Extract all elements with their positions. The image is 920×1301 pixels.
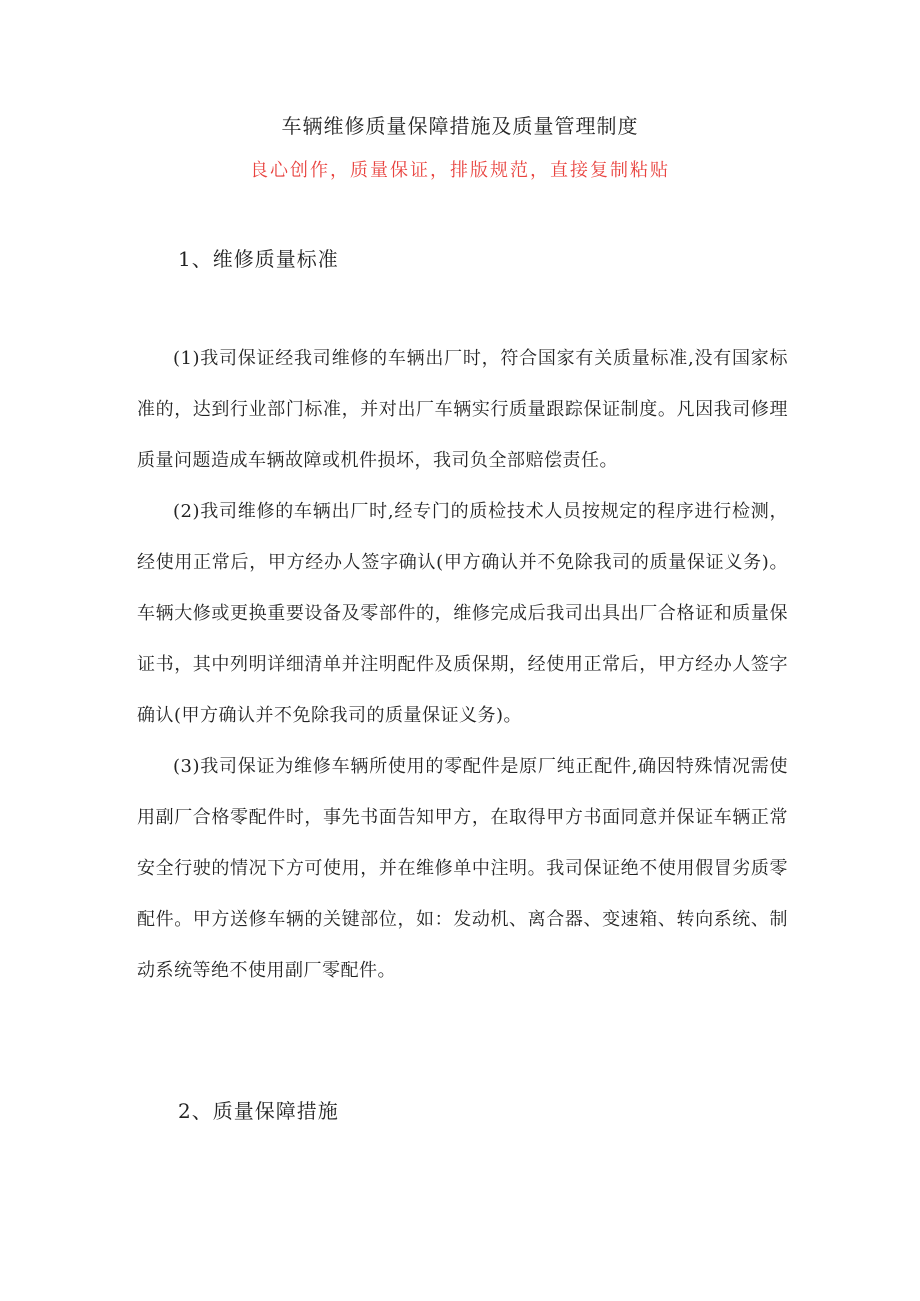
document-title: 车辆维修质量保障措施及质量管理制度 bbox=[281, 114, 639, 138]
paragraph-1: (1)我司保证经我司维修的车辆出厂时，符合国家有关质量标准,没有国家标准的，达到行业部门标准，并对出厂车辆实行质量跟踪保证制度。凡因我司修理质量问题造成车辆故障或机件损坏，我司负全部赔偿责任。 bbox=[137, 348, 788, 471]
section-heading-quality-standard: 1、维修质量标准 bbox=[178, 247, 339, 271]
section-body-quality-standard bbox=[137, 333, 788, 996]
document-subtitle: 良心创作，质量保证，排版规范，直接复制粘贴 bbox=[250, 160, 670, 181]
paragraph-3: (3)我司保证为维修车辆所使用的零配件是原厂纯正配件,确因特殊情况需使用副厂合格零配件时，事先书面告知甲方，在取得甲方书面同意并保证车辆正常安全行驶的情况下方可使用，并在维修单中注明。我司保证绝不使用假冒劣质零配件。甲方送修车辆的关键部位，如：发动机、离合器、变速箱、转向系统、制动系统等绝不使用副厂零配件。 bbox=[137, 756, 788, 981]
section-heading-quality-measures: 2、质量保障措施 bbox=[178, 1099, 339, 1123]
paragraph-2: (2)我司维修的车辆出厂时,经专门的质检技术人员按规定的程序进行检测，经使用正常后，甲方经办人签字确认(甲方确认并不免除我司的质量保证义务)。车辆大修或更换重要设备及零部件的，维修完成后我司出具出厂合格证和质量保证书，其中列明详细清单并注明配件及质保期，经使用正常后，甲方经办人签字确认(甲方确认并不免除我司的质量保证义务)。 bbox=[137, 501, 788, 726]
